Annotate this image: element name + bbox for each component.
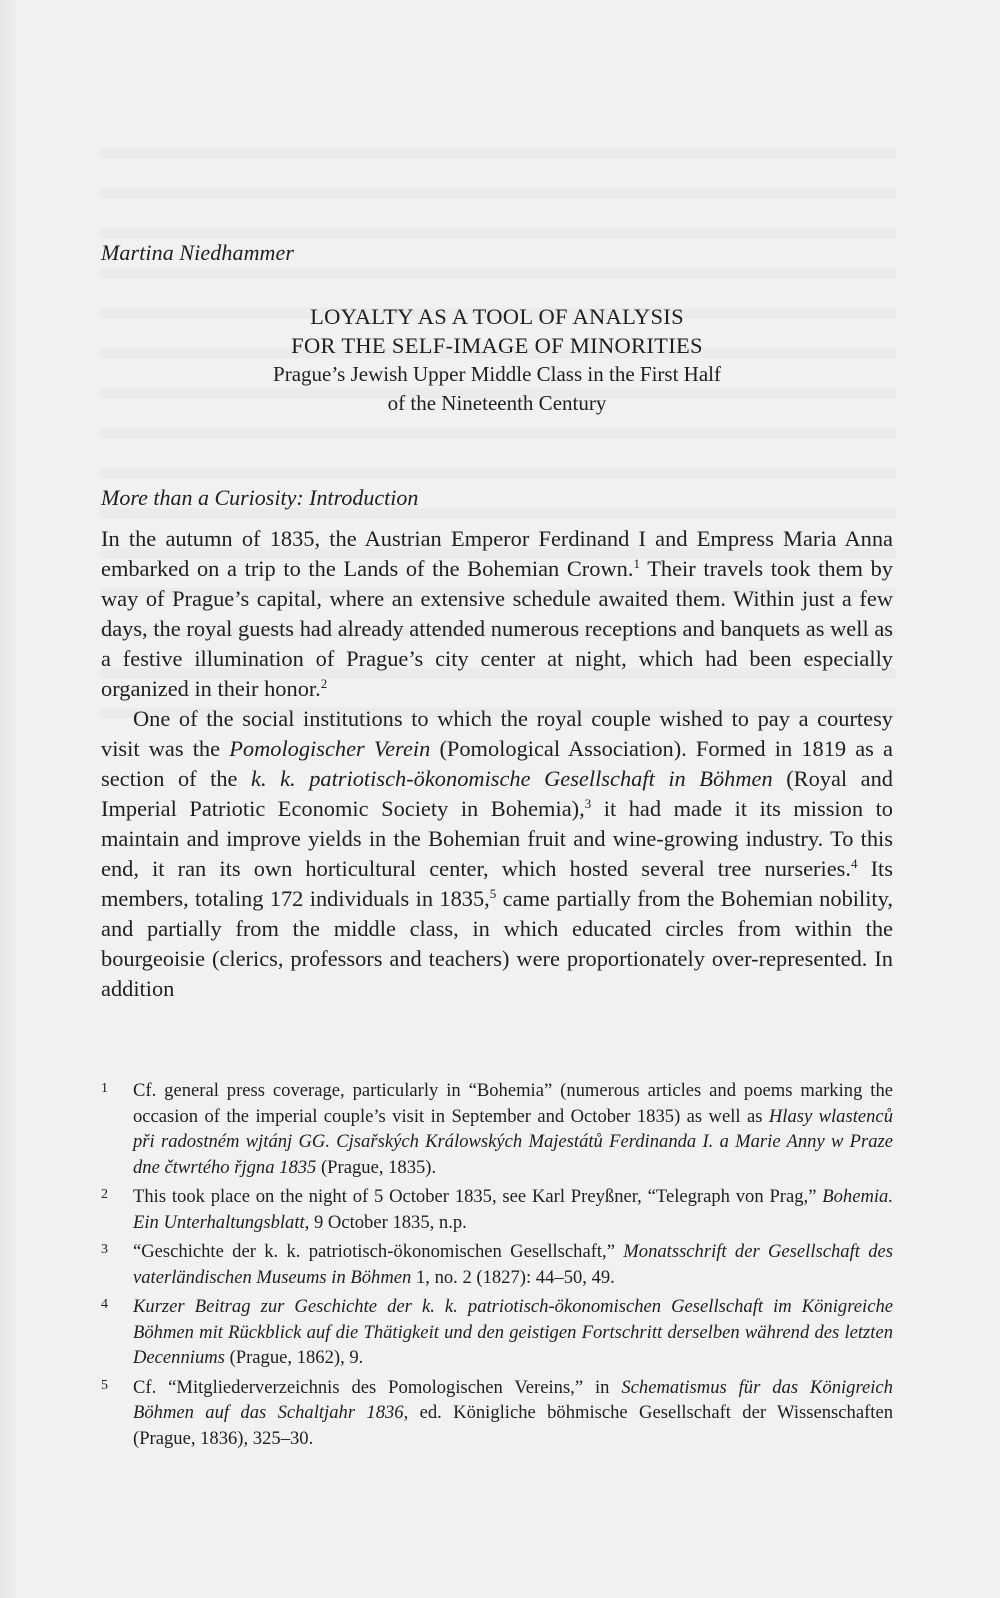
footnote-ref-1[interactable]: 1 <box>633 556 640 571</box>
footnote-ref-2[interactable]: 2 <box>320 676 328 691</box>
title-line-1: LOYALTY AS A TOOL OF ANALYSIS <box>310 304 684 329</box>
section-heading: More than a Curiosity: Introduction <box>101 485 419 510</box>
body-text <box>101 524 893 1004</box>
footnote-number: 2 <box>101 1187 108 1202</box>
title-line-2: FOR THE SELF-IMAGE OF MINORITIES <box>291 333 703 358</box>
footnote-number: 1 <box>101 1081 108 1096</box>
footnote: 3 “Geschichte der k. k. patriotisch-ökonomischen Gesellschaft,” Monatsschrift der Gesellschaft des vaterländischen Museums in Böhmen 1, no. 2 (1827): 44–50, 49. <box>101 1241 893 1288</box>
paragraph-2: One of the social institutions to which the royal couple wished to pay a courtesy visit was the Pomologischer Verein (Pomological Association). Formed in 1819 as a section of the k. k. patriotisch-ökonomische Gesellschaft in Böhmen (Royal and Imperial Patriotic Economic Society in Bohemia),$^3$ it had made it its mission to maintain and improve yields in the Bohemian fruit and wine-growing industry. To this end, it ran its own horticultural center, which hosted several tree nurseries.$^4$ Its members, totaling 172 individuals in 1835,$^5$ came partially from the Bohemian nobility, and partially from the middle class, in which educated circles from within the bourgeoisie (clerics, professors and teachers) were proportionately over-represented. In addition <box>101 706 893 1001</box>
author-name: Martina Niedhammer <box>101 240 295 265</box>
footnote-number: 3 <box>101 1242 108 1257</box>
footnotes <box>101 1078 893 1455</box>
footnote-ref-3[interactable]: 3 <box>584 796 592 811</box>
paragraph-1: In the autumn of 1835, the Austrian Emperor Ferdinand I and Empress Maria Anna embarked on a trip to the Lands of the Bohemian Crown.$^1$ Their travels took them by way of Prague’s capital, where an extensive schedule awaited them. Within just a few days, the royal guests had already attended numerous receptions and banquets as well as a festive illumination of Prague’s city center at night, which had been especially organized in their honor.$^2$ <box>101 526 893 701</box>
footnote: 5 Cf. “Mitgliederverzeichnis des Pomologischen Vereins,” in Schematismus für das Königreich Böhmen auf das Schaltjahr 1836, ed. Königliche böhmische Gesellschaft der Wissenschaften (Prague, 1836), 325–30. <box>101 1376 893 1449</box>
subtitle-line-2: of the Nineteenth Century <box>387 391 607 415</box>
footnote: 2 This took place on the night of 5 October 1835, see Karl Preyßner, “Telegraph von Prag,” Bohemia. Ein Unterhaltungsblatt, 9 October 1835, n.p. <box>101 1186 893 1233</box>
footnote: 1 Cf. general press coverage, particularly in “Bohemia” (numerous articles and poems marking the occasion of the imperial couple’s visit in September and October 1835) as well as Hlasy wlastenců při radostném wjtánj GG. Cjsařských Králowských Majestátů Ferdinanda I. a Marie Anny w Praze dne čtwrtého řjgna 1835 (Prague, 1835). <box>101 1080 893 1178</box>
footnote-ref-5[interactable]: 5 <box>489 886 497 901</box>
footnote: 4 Kurzer Beitrag zur Geschichte der k. k. patriotisch-ökonomischen Gesellschaft im Königreiche Böhmen mit Rückblick auf die Thätigkeit und den geistigen Fortschritt derselben während des letzten Decenniums (Prague, 1862), 9. <box>101 1296 893 1368</box>
footnote-ref-4[interactable]: 4 <box>850 856 858 871</box>
footnote-number: 5 <box>101 1377 108 1393</box>
subtitle-line-1: Prague’s Jewish Upper Middle Class in the First Half <box>273 362 721 386</box>
footnote-number: 4 <box>101 1297 108 1312</box>
article-title <box>100 302 894 418</box>
